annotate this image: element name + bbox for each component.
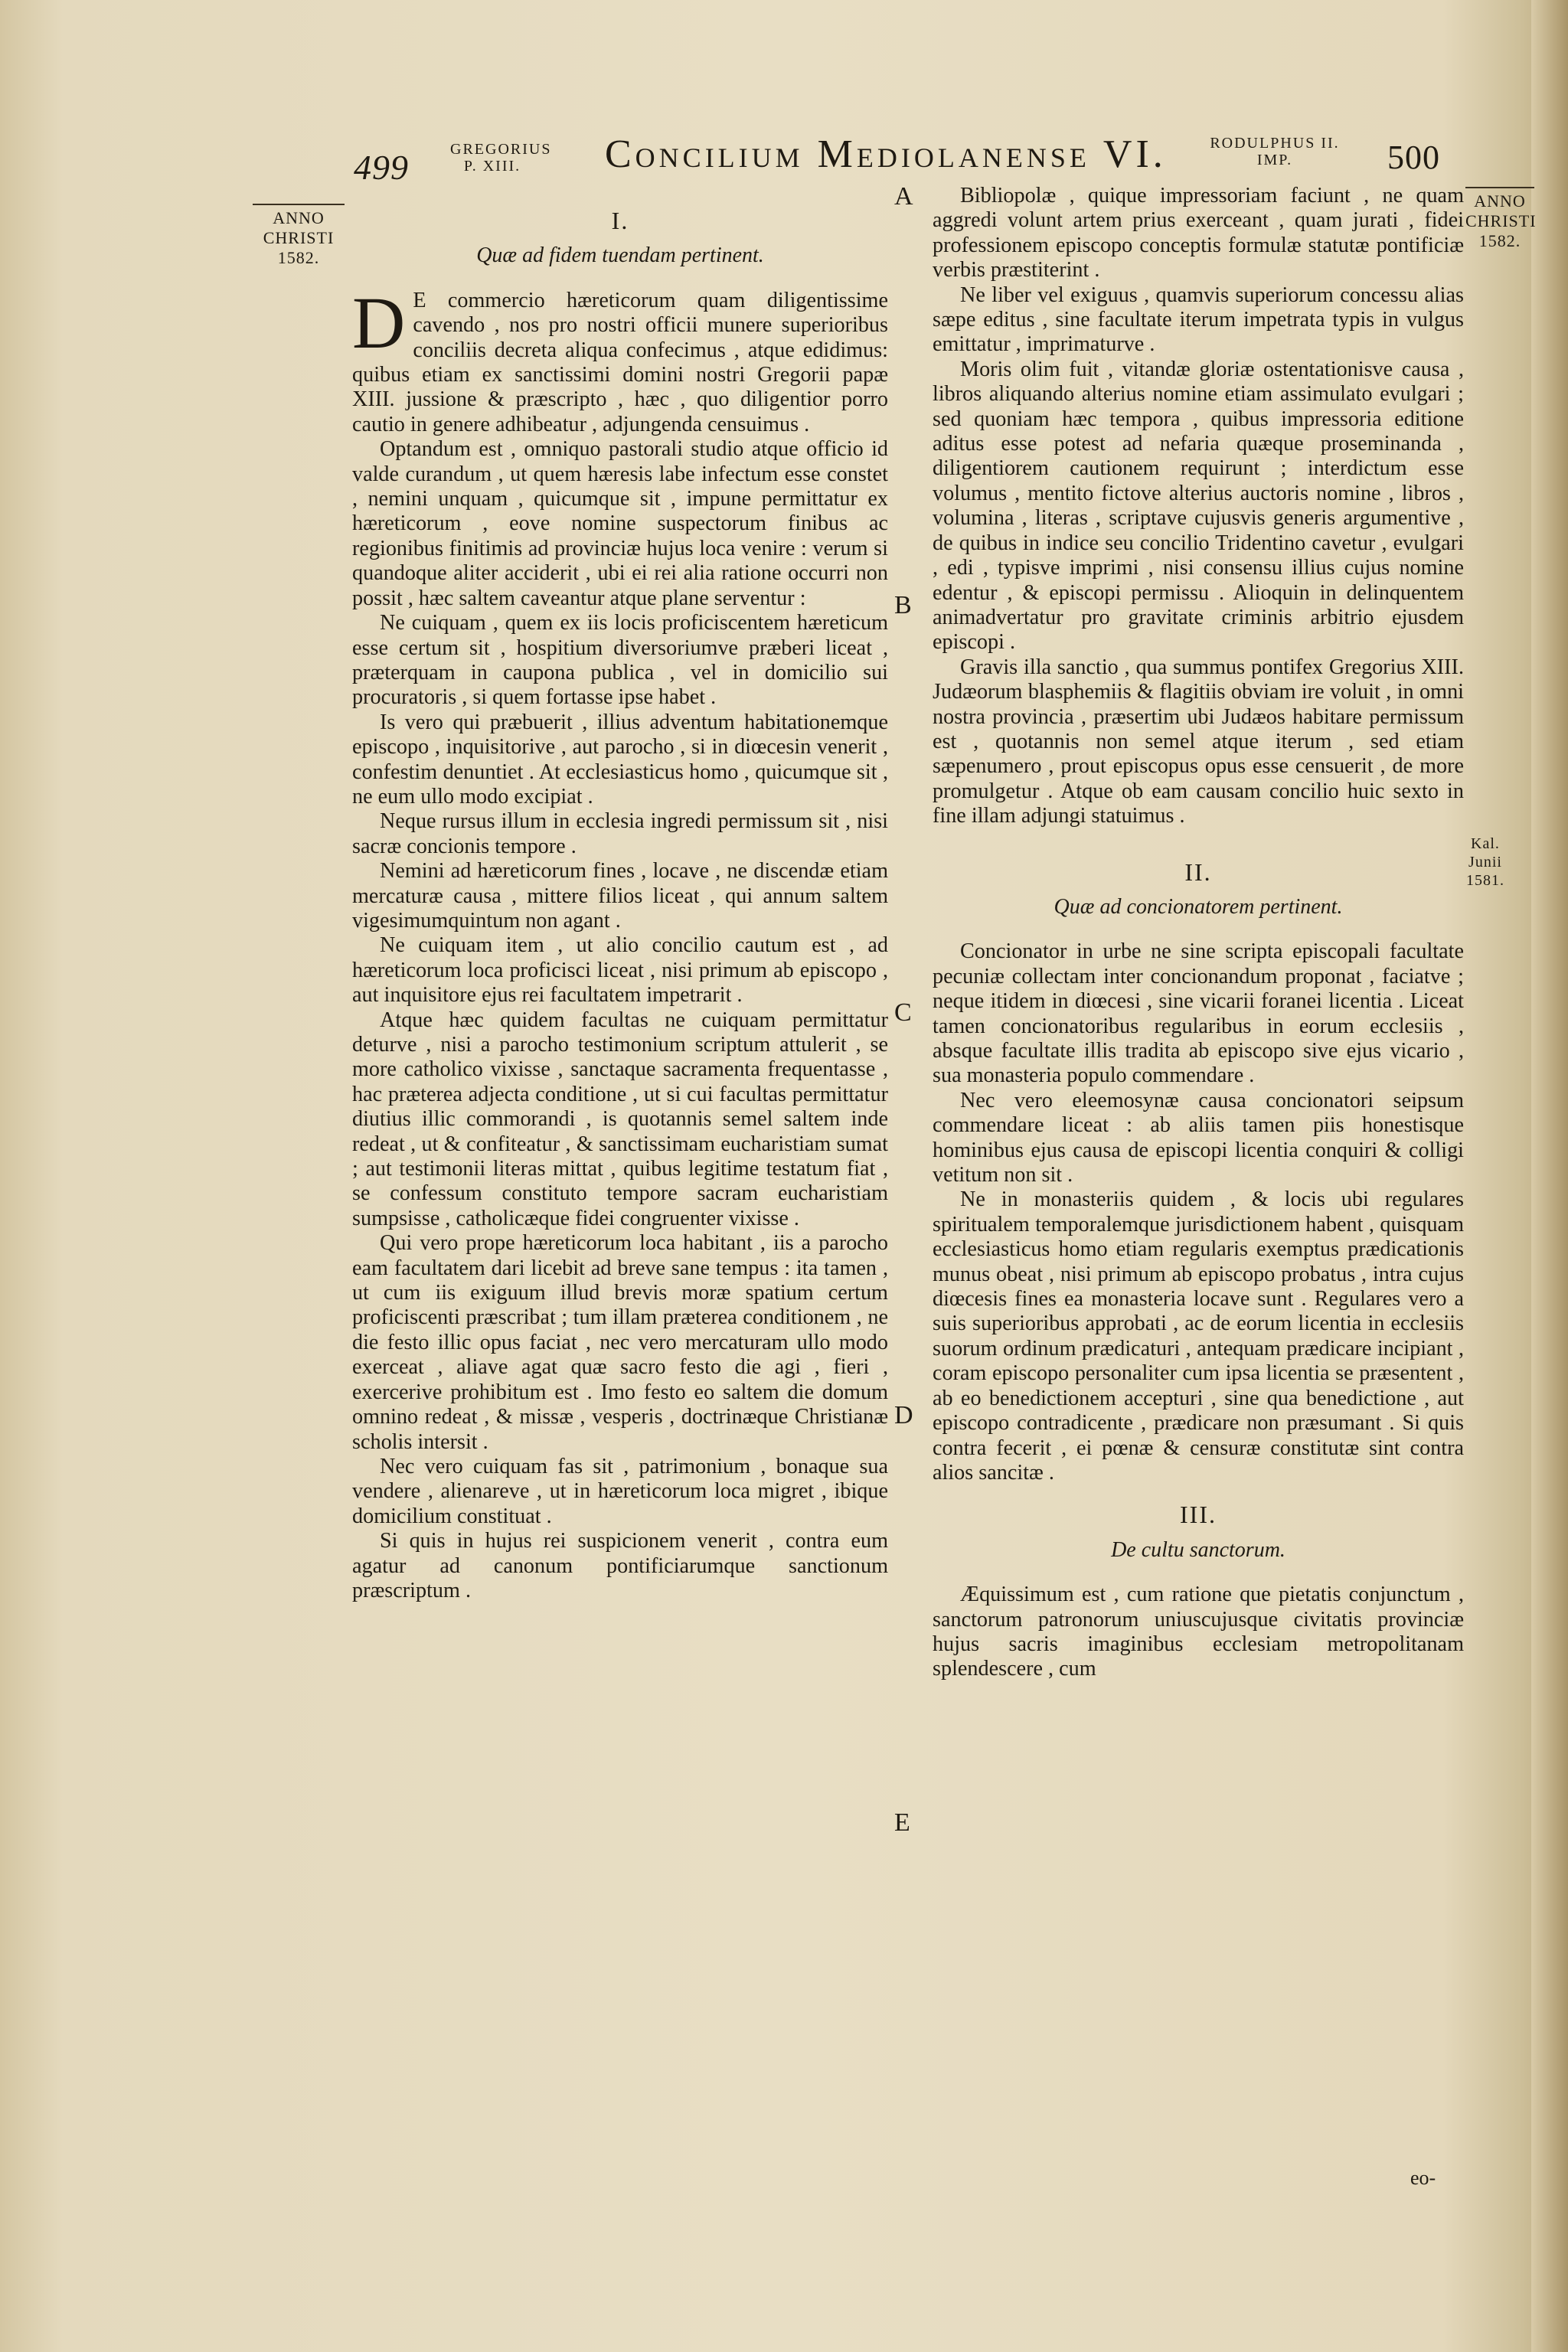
anno-label: ANNO [1474,191,1526,211]
drop-cap: D [352,281,406,364]
section-number-2: II. [1184,858,1212,886]
paragraph: Concionator in urbe ne sine scripta episcopali facultate pecuniæ collectam inter concionandum proponat , faciatve ; neque itidem in diœcesi , sine vicarii foranei licentia . Liceat tamen concionatoribus regularibus in eorum ecclesiis , absque facultate illis tradita ab episcopo sive ejus vicario , sua monasteria populo commendare . [933,939,1464,1088]
running-title: Concilium Mediolanense VI. [605,132,1167,176]
section-number-3: III. [1180,1501,1217,1529]
paragraph: Ne cuiquam , quem ex iis locis proficiscentem hæreticum esse certum sit , hospitium diversoriumve præberi liceat , præterquam in cauponа publica , vel in domicilio sui procuratoris , si quem fortasse ipse habet . [352,611,888,710]
paragraph: Si quis in hujus rei suspicionem venerit , contra eum agatur ad canonum pontificiarumque sanctionum præscriptum . [352,1529,888,1602]
christi-label: CHRISTI [1465,211,1537,230]
right-column [933,184,1464,1682]
page-number-left: 499 [354,148,409,187]
paragraph: Nec vero cuiquam fas sit , patrimonium , bonaque sua vendere , alienareve , ut in hæreticorum loca migret , ibique domicilium constituat . [352,1454,888,1528]
paragraph: Neque rursus illum in ecclesia ingredi permissum sit , nisi sacræ concionis tempore . [352,809,888,858]
running-head-gregorius [450,141,552,175]
section-letter-e: E [894,1808,910,1837]
paragraph [352,281,888,437]
paragraph: Optandum est , omniquo pastorali studio atque officio id valde curandum , ut quem hæresis labe infectum esse constet , nemini unquam , quicumque sit , impune permittatur ex hæreticorum , eove nomine suspectorum finibus ac regionibus finitimis ad provinciæ hujus loca venire : verum si quandoque aliter acciderit , ubi ei rei alia ratione occurri non possit , hæc saltem caveantur atque plane serventur : [352,437,888,610]
year-label: 1582. [277,248,320,267]
anno-christi-right [1465,187,1537,251]
section-title-3: De cultu sanctorum. [1111,1537,1285,1562]
paragraph: Moris olim fuit , vitandæ gloriæ ostentationisve causa , libros aliquando alterius nomine etiam assimulato evulgari ; sed quoniam hæc tempora , quibus impressoria editione aditus esse potest ad nefaria quæque proseminanda , diligentiorem cautionem requirunt ; interdictum esse volumus , mentito fictove alterius auctoris nomine , libros , volumina , literas , scriptave cujusvis generis argumentive , de quibus in indice seu concilio Tridentino cavetur , evulgari , edi , typisve imprimi , nisi consensu illius cujus nomine edentur , & episcopi permissu . Alioquin in delinquentem animadvertatur pro gravitate criminis arbitrio ejusdem episcopi . [933,357,1464,655]
paragraph: Is vero qui præbuerit , illius adventum habitationemque episcopo , inquisitorive , aut parocho , si in diœcesin venerit , confestim denuntiet . At ecclesiasticus homo , quicumque sit , ne eum ullo modo excipiat . [352,710,888,808]
rodulphus-line1: RODULPHUS II. [1210,135,1340,152]
paragraph-text: E commercio hæreticorum quam diligentissime cavendo , nos pro nostri officii munere superioribus conciliis decreta aliqua confecimus , atque edidimus: quibus etiam ex sanctissimi domini nostri Gregorii papæ XIII. jussione & præscripto , hæc , quo diligentior porro cautio in genere adhibeatur , adjungenda censuimus . [352,288,888,436]
facing-page-edge [1531,0,1568,2352]
running-head-rodulphus [1202,135,1348,168]
section-letter-c: C [894,998,912,1027]
left-column [352,191,888,1603]
christi-label: CHRISTI [263,228,335,247]
side-date-note [1461,835,1510,890]
rodulphus-line2: IMP. [1256,152,1293,168]
paragraph: Ne liber vel exiguus , quamvis superiorum concessu alias sæpe editus , sine facultate iterum impetrata typis in vulgus emittatur , imprimaturve . [933,283,1464,357]
gregorius-line1: GREGORIUS [450,141,552,158]
paragraph: Nec vero eleemosynæ causa concionatori seipsum commendare liceat : ab aliis tamen piis honestisque hominibus ejus causa de episcopi licentia conquiri & colligi vetitum non sit . [933,1088,1464,1187]
paragraph: Qui vero prope hæreticorum loca habitant , iis a parocho eam facultatem dari licebit ad breve sane tempus : ita tamen , ut cum iis exiguum illud brevis moræ spatium certum proficiscenti præscribat ; tum illam præterea conditionem , ne die festo illic opus faciat , nec vero mercaturam ullo modo exerceat , aliave agat quæ sacro festo die agi , fieri , exercerive prohibitum est . Imo festo eo saltem die domum omnino redeat , & missæ , vesperis , doctrinæque Christianæ scholis intersit . [352,1231,888,1454]
side-date-line1: Kal. Junii [1468,835,1502,871]
page-number-right: 500 [1387,139,1440,176]
gregorius-line2: P. XIII. [463,158,521,175]
section-number-1: I. [611,207,629,234]
section-letter-b: B [894,591,912,619]
anno-label: ANNO [273,208,325,227]
side-date-line2: 1581. [1466,872,1504,889]
paragraph: Gravis illa sanctio , qua summus pontifex Gregorius XIII. Judæorum blasphemiis & flagitiis obviam ire voluit , in omni nostra provincia , præsertim ubi Judæos habitare permissum est , quotannis non semel atque iterum , sed etiam sæpenumero , prout episcopus opus esse censuerit , de more promulgetur . Atque ob eam causam concilio huic sexto in fine illam adjungi statuimus . [933,655,1464,828]
section-title-1: Quæ ad fidem tuendam pertinent. [476,243,764,268]
section-letter-a: A [894,182,913,211]
paragraph: Æquissimum est , cum ratione que pietatis conjunctum , sanctorum patronorum uniuscujusque civitatis provinciæ hujus sacris imaginibus ecclesiam metropolitanam splendescere , cum [933,1583,1464,1681]
year-label: 1582. [1478,231,1521,250]
catchword: eo- [1410,2167,1436,2189]
paragraph: Ne in monasteriis quidem , & locis ubi regulares spiritualem temporalemque jurisdictionem habent , quisquam ecclesiasticus homo etiam regularis exemptus prædicationis munus obeat , nisi primum ab episcopo probatus , intra cujus diœcesis fines ea monasteria locave sunt . Regulares vero a suis superioribus approbati , ac de eorum licentia in ecclesiis suorum ordinum prædicaturi , antequam prædicare incipiant , coram episcopo personaliter cum ipsa licentia se præsentent , ab eo benedictionem accepturi , sine qua benedictione , aut episcopo contradicente , prædicare non præsumant . Si quis contra fecerit , ei pœnæ & censuræ constitutæ sint contra alios sancitæ . [933,1187,1464,1485]
paragraph: Nemini ad hæreticorum fines , locave , ne discendæ etiam mercaturæ causa , mittere filios liceat , qui annum saltem vigesimumquintum non agant . [352,859,888,933]
paragraph: Ne cuiquam item , ut alio concilio cautum est , ad hæreticorum loca proficisci liceat , nisi primum ab episcopo , aut inquisitore ejus rei facultatem impetrarit . [352,933,888,1008]
anno-christi-left [253,204,345,268]
section-title-2: Quæ ad concionatorem pertinent. [1054,894,1343,919]
paragraph: Atque hæc quidem facultas ne cuiquam permittatur deturve , nisi a parocho testimonium scriptum attulerit , se more catholico vixisse , sanctaque sacramenta frequentasse , hac præterea adjecta conditione , ut si cui facultas permittatur diutius illic commorandi , is quotannis semel saltem inde redeat , ut & confiteatur , & sanctissimam eucharistiam sumat ; aut testimonii literas mittat , quibus legitime testatum fiat , se confessum constituto tempore sacram eucharistiam sumpsisse , catholicæque fidei congruenter vixisse . [352,1008,888,1230]
paragraph: Bibliopolæ , quique impressoriam faciunt , ne quam aggredi volunt artem prius exerceant , quam jurati , fidei professionem episcopo conceptis formulæ statutæ pontificiæ verbis præstiterint . [933,184,1464,283]
section-letter-d: D [894,1401,913,1429]
